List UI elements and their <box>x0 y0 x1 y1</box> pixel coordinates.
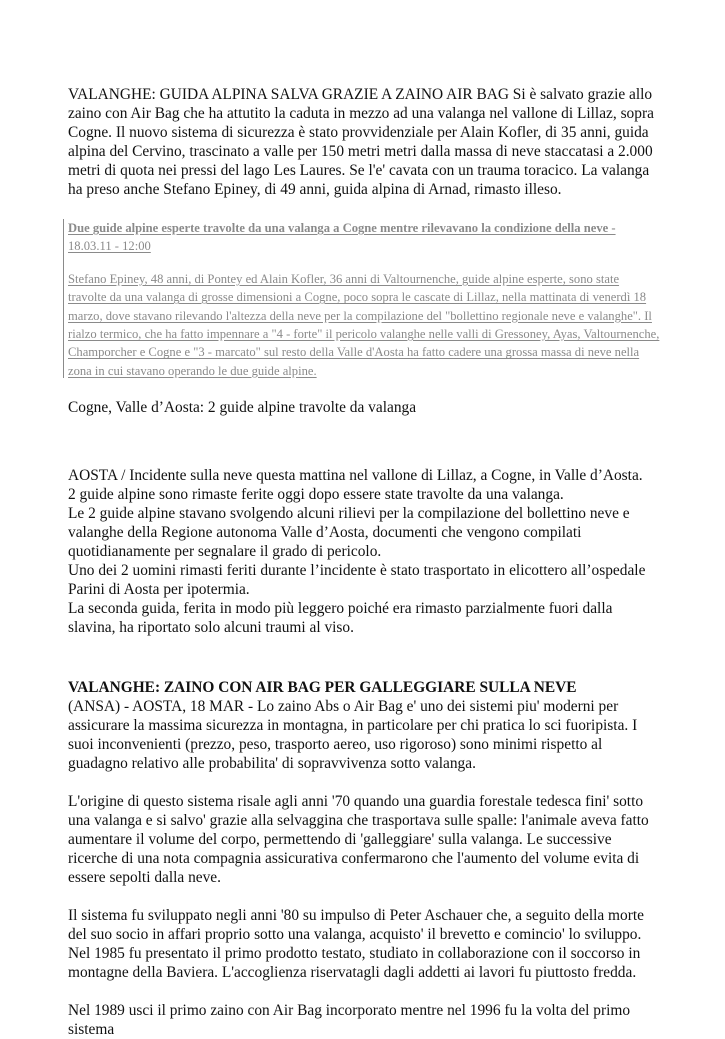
airbag-news-paragraph: VALANGHE: GUIDA ALPINA SALVA GRAZIE A ZAINO AIR BAG Si è salvato grazie allo zaino con Air Bag che ha attutito la caduta in mezzo ad una valanga nel vallone di Lillaz, sopra Cogne. Il nuovo sistema di sicurezza è stato provvidenziale per Alain Kofler, di 35 anni, guida alpina del Cervino, trascinato a valle per 150 metri metri dalla massa di neve staccatasi a 2.000 metri di quota nei pressi del lago Les Laures. Se l'e' cavata con un trauma toracico. La valanga ha preso anche Stefano Epiney, di 49 anni, guida alpina di Arnad, rimasto illeso. <box>68 86 654 198</box>
ansa-article-paragraph: Il sistema fu sviluppato negli anni '80 su impulso di Peter Aschauer che, a seguito della morte del suo socio in affari proprio sotto una valanga, acquisto' il brevetto e comincio' lo sviluppo. Nel 1985 fu presentato il primo prodotto testato, studiato in collaborazione con il soccorso in montagne della Baviera. L'accoglienza riservatagli dagli addetti ai lavori fu piuttosto fredda. <box>68 907 644 982</box>
ansa-article-title: VALANGHE: ZAINO CON AIR BAG PER GALLEGGIARE SULLA NEVE <box>68 679 577 697</box>
cogne-article-line: Uno dei 2 uomini rimasti feriti durante l’incidente è stato trasportato in elicottero all’ospedale Parini di Aosta per ipotermia. <box>68 562 646 599</box>
cogne-article-body <box>68 466 660 637</box>
cogne-article-line: La seconda guida, ferita in modo più leggero poiché era rimasto parzialmente fuori dalla slavina, ha riportato solo alcuni traumi al viso. <box>68 600 613 637</box>
cogne-article-title: Cogne, Valle d’Aosta: 2 guide alpine travolte da valanga <box>68 399 417 417</box>
ansa-article <box>68 678 660 1039</box>
quoted-article <box>68 219 660 380</box>
quoted-article-title: Due guide alpine esperte travolte da una valanga a Cogne mentre rilevavano la condizione della neve - <box>68 221 616 235</box>
quoted-article-heading <box>68 219 660 256</box>
ansa-article-paragraph: (ANSA) - AOSTA, 18 MAR - Lo zaino Abs o Air Bag e' uno dei sistemi piu' moderni per assicurare la massima sicurezza in montagna, in particolare per chi pratica lo sci fuoripista. I suoi inconvenienti (prezzo, peso, trasporto aereo, uso rigoroso) sono minimi rispetto al guadagno relativo alle probabilita' di sopravvivenza sotto valanga. <box>68 698 638 773</box>
quoted-article-date: 18.03.11 - 12:00 <box>68 239 151 254</box>
cogne-article-line: Le 2 guide alpine stavano svolgendo alcuni rilievi per la compilazione del bollettino neve e valanghe della Regione autonoma Valle d’Aosta, documenti che vengono compilati quotidianamente per segnalare il grado di pericolo. <box>68 505 630 561</box>
ansa-article-paragraph: Nel 1989 usci il primo zaino con Air Bag incorporato mentre nel 1996 fu la volta del primo sistema <box>68 1002 631 1039</box>
document-page <box>68 76 660 1039</box>
ansa-article-paragraph: L'origine di questo sistema risale agli anni '70 quando una guardia forestale tedesca fini' sotto una valanga e si salvo' grazie alla selvaggina che trasportava sulle spalle: l'animale aveva fatto aumentare il volume del corpo, permettendo di 'galleggiare' sulla valanga. Le successive ricerche di una nota compagnia assicurativa confermarono che l'aumento del volume evita di essere sepolti dalla neve. <box>68 793 649 887</box>
cogne-article-line: AOSTA / Incidente sulla neve questa mattina nel vallone di Lillaz, a Cogne, in Valle d’Aosta. <box>68 467 643 485</box>
quoted-article-body: Stefano Epiney, 48 anni, di Pontey ed Alain Kofler, 36 anni di Valtournenche, guide alpine esperte, sono state travolte da una valanga di grosse dimensioni a Cogne, poco sopra le cascate di Lillaz, nella mattinata di venerdì 18 marzo, dove stavano rilevando l'altezza della neve per la compilazione del "bollettino regionale neve e valanghe". Il rialzo termico, che ha fatto impennare a "4 - forte" il pericolo valanghe nelle valli di Gressoney, Ayas, Valtournenche, Champorcher e Cogne e "3 - marcato" sul resto della Valle d'Aosta ha fatto cadere una grossa massa di neve nella zona in cui stavano operando le due guide alpine. <box>68 271 660 378</box>
cogne-article-line: 2 guide alpine sono rimaste ferite oggi dopo essere state travolte da una valanga. <box>68 486 564 504</box>
